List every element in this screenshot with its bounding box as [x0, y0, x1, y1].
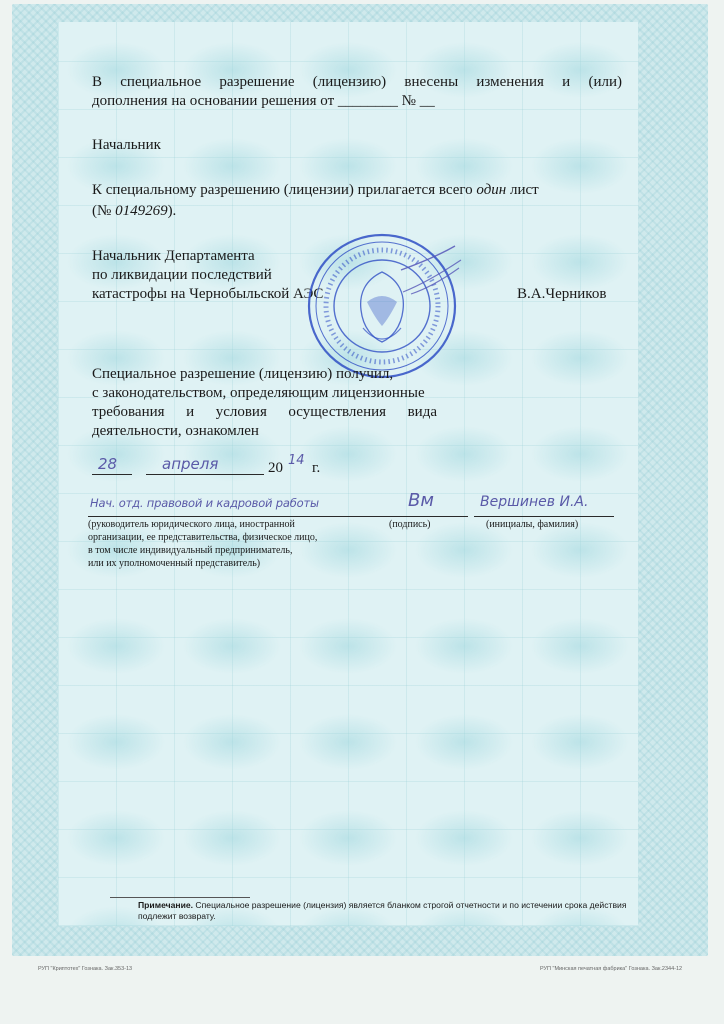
received-line-3: требования и условия осуществления вида — [92, 404, 437, 420]
note-text-2: подлежит возврату. — [138, 911, 216, 921]
date-month: апреля — [162, 455, 219, 473]
security-paper-field — [58, 22, 638, 926]
date-day: 28 — [98, 455, 118, 473]
note — [138, 900, 638, 922]
attached-num-suffix: ). — [167, 203, 177, 219]
caption-signature: (подпись) — [389, 519, 431, 530]
attached-line-2 — [92, 202, 176, 220]
received-line-4: деятельности, ознакомлен — [92, 423, 259, 439]
footer-right: РУП "Минская печатная фабрика" Гознака. Зак.2344-12 — [540, 966, 683, 972]
attached-text-a: К специальному разрешению (лицензии) прилагается всего — [92, 182, 473, 198]
caption-position-1: (руководитель юридического лица, иностранной — [88, 519, 295, 530]
date-day-line — [92, 474, 132, 475]
signer-title-3: катастрофы на Чернобыльской АЭС — [92, 286, 324, 302]
note-separator — [110, 897, 250, 898]
recipient-signature-line — [378, 516, 468, 517]
caption-name: (инициалы, фамилия) — [486, 519, 579, 530]
signer-title-2: по ликвидации последствий — [92, 267, 272, 283]
amend-line-1: В специальное разрешение (лицензию) внесены изменения и (или) — [92, 74, 622, 90]
signer-title-1: Начальник Департамента — [92, 248, 255, 264]
attached-count: один — [476, 182, 507, 198]
date-year-prefix: 20 — [268, 460, 283, 476]
signer-name: В.А.Черников — [517, 286, 607, 302]
caption-position-4: или их уполномоченный представитель) — [88, 558, 261, 569]
footer-left: РУП "Криптотех" Гознака. Зак.353-13 — [38, 966, 133, 972]
recipient-name: Вершинев И.А. — [480, 494, 589, 510]
recipient-position: Нач. отд. правовой и кадровой работы — [90, 496, 319, 510]
chief-label: Начальник — [92, 137, 161, 153]
date-year-mark: г. — [312, 460, 321, 476]
recipient-signature: Вм — [408, 490, 434, 511]
attached-number: 0149269 — [115, 203, 168, 219]
note-text-1: Специальное разрешение (лицензия) является бланком строгой отчетности и по истечении срока действия — [193, 900, 627, 910]
official-seal — [303, 232, 463, 380]
caption-position-3: в том числе индивидуальный предприниматель, — [88, 545, 293, 556]
recipient-position-line — [88, 516, 378, 517]
received-line-1: Специальное разрешение (лицензию) получил, — [92, 366, 394, 382]
amend-line-2: дополнения на основании решения от ________ № __ — [92, 93, 435, 109]
caption-position-2: организации, ее представительства, физическое лицо, — [88, 532, 318, 543]
recipient-name-line — [474, 516, 614, 517]
attached-num-prefix: (№ — [92, 203, 112, 219]
attached-text-b: лист — [509, 182, 539, 198]
attached-line-1 — [92, 181, 539, 199]
date-month-line — [146, 474, 264, 475]
date-year-suffix: 14 — [288, 453, 305, 468]
note-label: Примечание. — [138, 900, 194, 910]
received-line-2: с законодательством, определяющим лицензионные — [92, 385, 425, 401]
